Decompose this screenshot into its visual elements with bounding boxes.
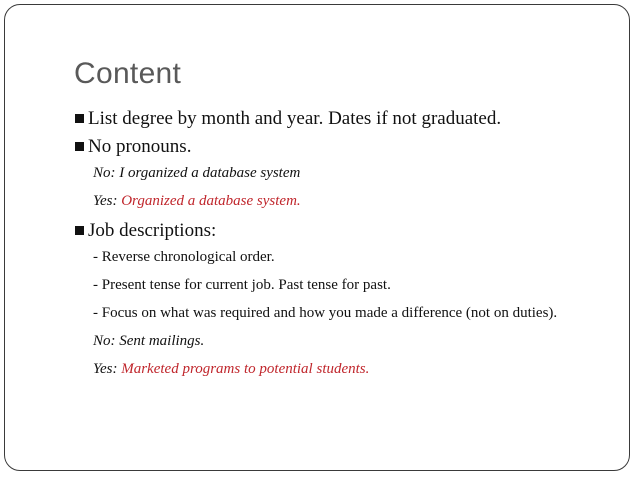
example-no	[93, 163, 615, 184]
slide-frame	[4, 4, 630, 471]
bullet-item	[75, 219, 615, 242]
example-text: I organized a database system	[119, 165, 301, 181]
example-prefix: No:	[93, 333, 120, 349]
bullet-item	[75, 135, 615, 158]
bullet-text: No pronouns.	[88, 136, 192, 157]
bullet-item	[75, 107, 615, 130]
example-yes	[93, 191, 615, 212]
example-text-accent: Organized a database system.	[121, 193, 301, 209]
square-bullet-icon	[75, 142, 84, 151]
sub-item: - Reverse chronological order.	[93, 249, 275, 265]
bullet-text: Job descriptions:	[88, 220, 217, 241]
square-bullet-icon	[75, 114, 84, 123]
bullet-text: List degree by month and year. Dates if not graduated.	[88, 108, 502, 129]
example-prefix: Yes:	[93, 361, 122, 377]
example-text: Sent mailings.	[119, 333, 205, 349]
sub-item: - Present tense for current job. Past tense for past.	[93, 277, 391, 293]
example-prefix: No:	[93, 165, 120, 181]
example-yes	[93, 359, 615, 380]
example-text-accent: Marketed programs to potential students.	[121, 361, 370, 377]
square-bullet-icon	[75, 226, 84, 235]
example-no	[93, 331, 615, 352]
example-prefix: Yes:	[93, 193, 122, 209]
slide-content	[75, 107, 615, 387]
slide-title: Content	[74, 57, 182, 90]
sub-item: - Focus on what was required and how you made a difference (not on duties).	[93, 305, 558, 321]
